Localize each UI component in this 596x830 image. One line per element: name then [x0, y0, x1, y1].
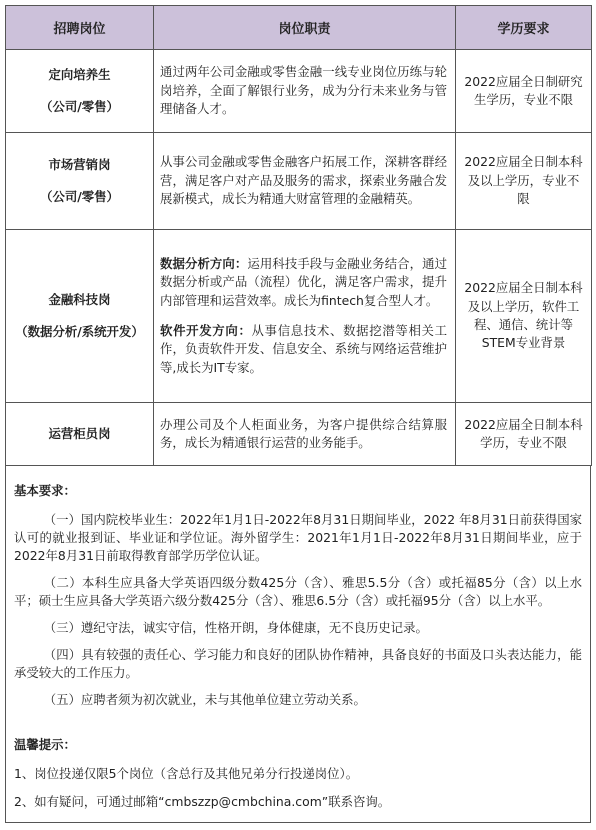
education-cell: 2022应届全日制本科及以上学历，专业不限: [456, 133, 592, 230]
table-row: [6, 50, 592, 133]
duty-section-title: 软件开发方向：: [160, 323, 252, 338]
table-row: [6, 133, 592, 230]
education-cell: 2022应届全日制研究生学历，专业不限: [456, 50, 592, 133]
duty-cell: 通过两年公司金融或零售金融一线专业岗位历练与轮岗培养，全面了解银行业务，成为分行未来业务与管理储备人才。: [154, 50, 456, 133]
position-title: 定向培养生: [48, 66, 111, 82]
position-cell: [6, 403, 154, 466]
requirement-item: （五）应聘者须为初次就业，未与其他单位建立劳动关系。: [43, 692, 366, 707]
position-cell: [6, 50, 154, 133]
requirements-title: 基本要求：: [14, 483, 76, 498]
notes-box: [5, 466, 591, 823]
requirement-item: （四）具有较强的责任心、学习能力和良好的团队协作精神，具备良好的书面及口头表达能力，能承受较大的工作压力。: [14, 647, 582, 680]
header-position: 招聘岗位: [6, 6, 154, 50]
duty-cell: [154, 230, 456, 403]
position-subtitle: （数据分析/系统开发）: [15, 324, 144, 339]
position-subtitle: （公司/零售）: [40, 189, 119, 204]
duty-cell: 从事公司金融或零售金融客户拓展工作，深耕客群经营，满足客户对产品及服务的需求，探索业务融合发展新模式，成长为精通大财富管理的金融精英。: [154, 133, 456, 230]
header-duty: 岗位职责: [154, 6, 456, 50]
header-education: 学历要求: [456, 6, 592, 50]
education-cell: 2022应届全日制本科学历，专业不限: [456, 403, 592, 466]
tip-item: 1、岗位投递仅限5个岗位（含总行及其他兄弟分行投递岗位）。: [14, 766, 359, 781]
position-cell: [6, 230, 154, 403]
position-title: 市场营销岗: [48, 156, 111, 172]
tips-title: 温馨提示：: [14, 737, 76, 752]
recruitment-document: [5, 5, 591, 828]
duty-section-text: 从事信息技术、数据挖潜等相关工作，负责软件开发、信息安全、系统与网络运营维护等,成长为IT专家。: [160, 323, 448, 375]
position-subtitle: （公司/零售）: [40, 99, 119, 114]
duty-section-data-analysis: [160, 255, 447, 310]
duty-section-software-dev: [160, 322, 447, 377]
table-header-row: [6, 6, 592, 50]
education-cell: 2022应届全日制本科及以上学历，软件工程、通信、统计等STEM专业背景: [456, 230, 592, 403]
position-title: 金融科技岗: [48, 291, 111, 307]
requirement-item: （三）遵纪守法，诚实守信，性格开朗，身体健康，无不良历史记录。: [43, 620, 428, 635]
duty-cell: 办理公司及个人柜面业务，为客户提供综合结算服务，成长为精通银行运营的业务能手。: [154, 403, 456, 466]
requirement-item: （二）本科生应具备大学英语四级分数425分（含）、雅思5.5分（含）或托福85分（含）以上水平；硕士生应具备大学英语六级分数425分（含）、雅思6.5分（含）或托福95分（含）以上水平。: [14, 575, 582, 608]
duty-section-text: 运用科技手段与金融业务结合，通过数据分析或产品（流程）优化，满足客户需求，提升内部管理和运营效率。成长为fintech复合型人才。: [160, 255, 448, 308]
tip-item: 2、如有疑问，可通过邮箱“cmbszzp@cmbchina.com”联系咨询。: [14, 794, 391, 809]
job-table: [5, 5, 592, 466]
position-title: 运营柜员岗: [48, 425, 111, 441]
requirement-item: （一）国内院校毕业生：2022年1月1日-2022年8月31日期间毕业，2022 年8月31日前获得国家认可的就业报到证、毕业证和学位证。海外留学生：2021年1月1日-2022年8月31日期间毕业，应于2022年8月31日前取得教育部学历学位认证。: [14, 512, 582, 563]
table-row: [6, 230, 592, 403]
duty-section-title: 数据分析方向：: [160, 255, 248, 271]
table-row: [6, 403, 592, 466]
position-cell: [6, 133, 154, 230]
